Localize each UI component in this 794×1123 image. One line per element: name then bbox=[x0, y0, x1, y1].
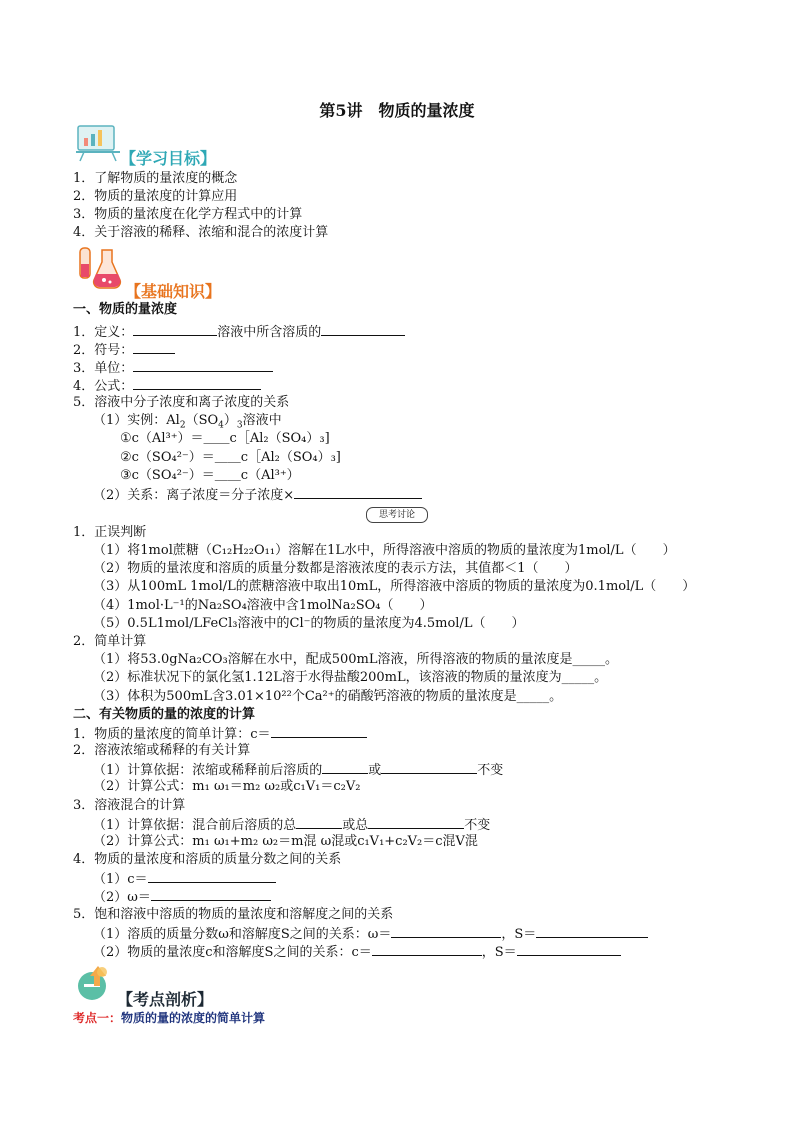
section-title: 二、有关物质的量的浓度的计算 bbox=[73, 707, 256, 722]
example-text: （1）实例：Al bbox=[93, 413, 180, 428]
analysis-icon bbox=[72, 962, 114, 1002]
ion-relation-3: ③c（SO₄²⁻）＝＿＿c（Al³⁺） bbox=[120, 468, 300, 483]
judge-item: （2）物质的量浓度和溶质的质量分数都是溶液浓度的表示方法，其值都＜1（ ） bbox=[93, 561, 578, 576]
answer-blank bbox=[381, 760, 477, 774]
calc-item: （1）将53.0gNa₂CO₃溶解在水中，配成500mL溶液，所得溶液的物质的量浓度是_____。 bbox=[93, 652, 618, 667]
judge-item: （1）将1mol蔗糖（C₁₂H₂₂O₁₁）溶解在1L水中，所得溶液中溶质的物质的量浓度为1mol/L（ ） bbox=[93, 543, 676, 558]
answer-blank bbox=[321, 322, 405, 336]
definition-line bbox=[73, 322, 405, 342]
unit-line bbox=[73, 358, 273, 378]
subscript: 4 bbox=[218, 420, 224, 431]
definition-label: 1．定义： bbox=[73, 325, 134, 340]
simple-calc-line bbox=[73, 724, 367, 744]
relation-heading: 5．溶液中分子浓度和离子浓度的关系 bbox=[73, 395, 290, 410]
answer-blank bbox=[133, 358, 273, 372]
answer-blank bbox=[271, 724, 367, 738]
mixing-heading: 3．溶液混合的计算 bbox=[73, 798, 186, 813]
key-point-label: 考点一： bbox=[73, 1011, 122, 1025]
saturated-text: （2）物质的量浓度c和溶解度S之间的关系：c＝ bbox=[93, 945, 372, 960]
answer-blank bbox=[133, 340, 175, 354]
page-title: 第5讲 物质的量浓度 bbox=[319, 101, 475, 120]
answer-blank bbox=[322, 760, 368, 774]
relation-formula: （2）关系：离子浓度＝分子浓度× bbox=[93, 488, 295, 503]
goal-item: 2．物质的量浓度的计算应用 bbox=[73, 189, 238, 204]
answer-blank bbox=[148, 869, 276, 883]
example-text: ） bbox=[223, 413, 237, 428]
discussion-badge bbox=[366, 507, 428, 523]
dilution-basis: （1）计算依据：浓缩或稀释前后溶质的 bbox=[93, 763, 323, 778]
formula-line bbox=[73, 376, 261, 396]
mixing-basis: 或总 bbox=[342, 818, 369, 833]
judge-item: （4）1mol·L⁻¹的Na₂SO₄溶液中含1molNa₂SO₄（ ） bbox=[93, 598, 433, 613]
saturated-text: ，S＝ bbox=[481, 945, 517, 960]
judge-heading: 1．正误判断 bbox=[73, 525, 147, 540]
mixing-basis: （1）计算依据：混合前后溶质的总 bbox=[93, 818, 297, 833]
ion-relation-2: ②c（SO₄²⁻）＝＿＿c［Al₂（SO₄）₃] bbox=[120, 450, 341, 465]
goal-item: 4．关于溶液的稀释、浓缩和混合的浓度计算 bbox=[73, 225, 329, 240]
key-point-1 bbox=[73, 1009, 265, 1027]
definition-text: 溶液中所含溶质的 bbox=[217, 325, 322, 340]
answer-blank bbox=[151, 887, 271, 901]
subscript: 2 bbox=[179, 420, 186, 431]
answer-blank bbox=[536, 924, 648, 938]
basics-header: 【基础知识】 bbox=[125, 282, 222, 301]
saturated-text: ，S＝ bbox=[501, 927, 537, 942]
answer-blank bbox=[296, 815, 342, 829]
fraction-w-label: （2）ω＝ bbox=[93, 890, 151, 905]
calc-item: （2）标准状况下的氯化氢1.12L溶于水得盐酸200mL，该溶液的物质的量浓度为_____。 bbox=[93, 670, 608, 685]
subscript: 3 bbox=[236, 420, 243, 431]
saturated-heading: 5．饱和溶液中溶质的物质的量浓度和溶解度之间的关系 bbox=[73, 907, 394, 922]
saturated-line-1 bbox=[93, 924, 648, 944]
goal-item: 3．物质的量浓度在化学方程式中的计算 bbox=[73, 207, 303, 222]
calc-item: （3）体积为500mL含3.01×10²²个Ca²⁺的硝酸钙溶液的物质的量浓度是_____。 bbox=[93, 689, 563, 704]
relation-formula-line bbox=[93, 485, 422, 505]
answer-blank bbox=[133, 376, 261, 390]
answer-blank bbox=[391, 924, 501, 938]
answer-blank bbox=[294, 485, 422, 499]
fraction-heading: 4．物质的量浓度和溶质的质量分数之间的关系 bbox=[73, 852, 342, 867]
simple-calc-label: 1．物质的量浓度的简单计算：c＝ bbox=[73, 727, 271, 742]
dilution-heading: 2．溶液浓缩或稀释的有关计算 bbox=[73, 743, 251, 758]
answer-blank bbox=[133, 322, 217, 336]
flask-icon bbox=[74, 244, 124, 292]
saturated-line-2 bbox=[93, 942, 621, 962]
dilution-basis: 不变 bbox=[477, 763, 504, 778]
mixing-basis: 不变 bbox=[464, 818, 491, 833]
calc-heading: 2．简单计算 bbox=[73, 634, 147, 649]
saturated-text: （1）溶质的质量分数ω和溶解度S之间的关系：ω＝ bbox=[93, 927, 392, 942]
fraction-w-line bbox=[93, 887, 271, 907]
dilution-formula: （2）计算公式：m₁ ω₁＝m₂ ω₂或c₁V₁＝c₂V₂ bbox=[93, 779, 361, 794]
formula-label: 4．公式： bbox=[73, 379, 134, 394]
example-text: 溶液中 bbox=[242, 413, 282, 428]
fraction-c-label: （1）c＝ bbox=[93, 872, 148, 887]
answer-blank bbox=[517, 942, 621, 956]
dilution-basis: 或 bbox=[368, 763, 382, 778]
goals-header: 【学习目标】 bbox=[120, 149, 217, 168]
ion-relation-1: ①c（Al³⁺）＝＿＿c［Al₂（SO₄）₃] bbox=[120, 431, 330, 446]
answer-blank bbox=[368, 815, 464, 829]
section-title: 一、物质的量浓度 bbox=[73, 302, 178, 317]
symbol-label: 2．符号： bbox=[73, 343, 134, 358]
analysis-header: 【考点剖析】 bbox=[117, 990, 214, 1009]
judge-item: （5）0.5L1mol/LFeCl₃溶液中的Cl⁻的物质的量浓度为4.5mol/L（ ） bbox=[93, 616, 525, 631]
answer-blank bbox=[372, 942, 482, 956]
fraction-c-line bbox=[93, 869, 276, 889]
judge-item: （3）从100mL 1mol/L的蔗糖溶液中取出10mL，所得溶液中溶质的物质的量浓度为0.1mol/L（ ） bbox=[93, 579, 696, 594]
example-text: （SO bbox=[185, 413, 219, 428]
key-point-text: 物质的量的浓度的简单计算 bbox=[121, 1011, 266, 1025]
mixing-basis-line bbox=[93, 815, 490, 835]
dilution-basis-line bbox=[93, 760, 503, 780]
goals-icon bbox=[74, 124, 122, 162]
mixing-formula: （2）计算公式：m₁ ω₁+m₂ ω₂＝m混 ω混或c₁V₁+c₂V₂＝c混V混 bbox=[93, 834, 478, 849]
discussion-label: 思考讨论 bbox=[378, 510, 415, 520]
unit-label: 3．单位： bbox=[73, 361, 134, 376]
symbol-line bbox=[73, 340, 175, 360]
goal-item: 1．了解物质的量浓度的概念 bbox=[73, 171, 238, 186]
